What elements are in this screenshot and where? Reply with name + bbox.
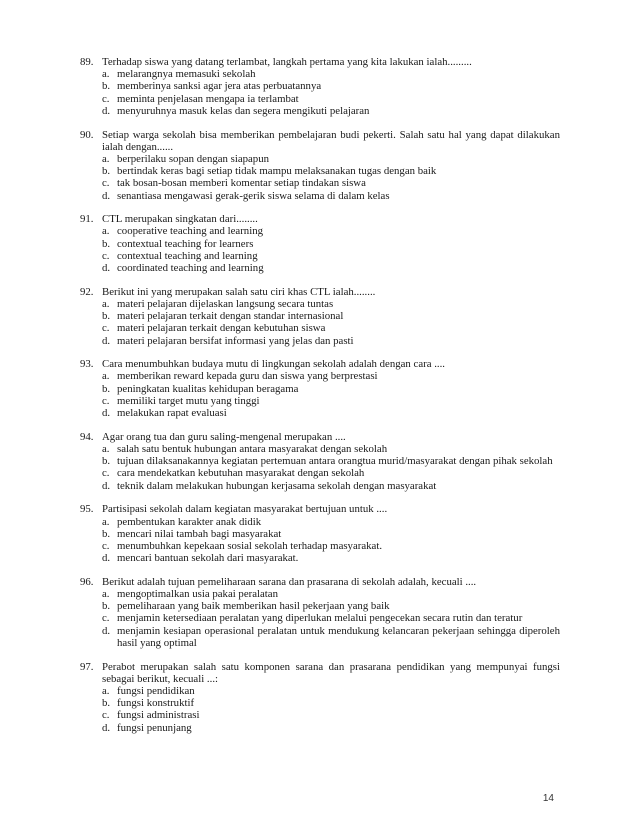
option-letter: d. — [102, 552, 111, 565]
question-number: 96. — [80, 575, 94, 588]
answer-option — [102, 600, 560, 612]
question-stem — [80, 661, 560, 685]
answer-option — [102, 383, 560, 395]
question-stem — [80, 431, 560, 443]
option-letter: d. — [102, 262, 111, 275]
option-letter: b. — [102, 600, 111, 613]
answer-option — [102, 722, 560, 734]
answer-option — [102, 190, 560, 202]
option-text: teknik dalam melakukan hubungan kerjasama sekolah dengan masyarakat — [117, 479, 437, 492]
question-text: Partisipasi sekolah dalam kegiatan masyarakat bertujuan untuk .... — [102, 503, 388, 516]
answer-option — [102, 262, 560, 274]
option-letter: b. — [102, 310, 111, 323]
option-text: senantiasa mengawasi gerak-gerik siswa selama di dalam kelas — [117, 189, 390, 202]
option-letter: a. — [102, 442, 110, 455]
question-stem — [80, 503, 560, 515]
answer-option — [102, 335, 560, 347]
option-text: fungsi konstruktif — [117, 697, 195, 710]
option-text: fungsi pendidikan — [117, 684, 195, 697]
answer-option — [102, 516, 560, 528]
option-text: fungsi penunjang — [117, 721, 192, 734]
option-text: fungsi administrasi — [117, 709, 200, 722]
option-letter: b. — [102, 165, 111, 178]
option-text: materi pelajaran terkait dengan standar internasional — [117, 310, 344, 323]
option-letter: c. — [102, 539, 110, 552]
answer-option — [102, 588, 560, 600]
answer-option — [102, 625, 560, 649]
option-text: meminta penjelasan mengapa ia terlambat — [117, 92, 299, 105]
option-letter: c. — [102, 249, 110, 262]
question-text: Terhadap siswa yang datang terlambat, langkah pertama yang kita lakukan ialah......... — [102, 56, 472, 68]
question-item — [80, 576, 560, 649]
answer-option — [102, 612, 560, 624]
option-letter: a. — [102, 152, 110, 165]
answer-option — [102, 225, 560, 237]
answer-option — [102, 93, 560, 105]
option-letter: d. — [102, 334, 111, 347]
option-text: mencari nilai tambah bagi masyarakat — [117, 527, 282, 540]
option-text: materi pelajaran dijelaskan langsung secara tuntas — [117, 297, 334, 310]
answer-option — [102, 68, 560, 80]
option-list — [102, 443, 560, 492]
answer-option — [102, 443, 560, 455]
answer-option — [102, 407, 560, 419]
option-letter: d. — [102, 721, 111, 734]
option-text: menjamin kesiapan operasional peralatan untuk mendukung kelancaran pekerjaan sehingga diperoleh hasil yang optimal — [117, 624, 560, 649]
option-text: menumbuhkan kepekaan sosial sekolah terhadap masyarakat. — [117, 539, 383, 552]
question-text: Setiap warga sekolah bisa memberikan pembelajaran budi pekerti. Salah satu hal yang dapat dilakukan ialah dengan...... — [102, 128, 560, 153]
option-text: menjamin ketersediaan peralatan yang diperlukan melalui pengecekan secara rutin dan teratur — [117, 612, 523, 625]
option-letter: c. — [102, 92, 110, 105]
answer-option — [102, 80, 560, 92]
option-text: memberikan reward kepada guru dan siswa yang berprestasi — [117, 370, 378, 383]
answer-option — [102, 685, 560, 697]
question-number: 89. — [80, 56, 94, 68]
option-letter: a. — [102, 370, 110, 383]
option-letter: b. — [102, 237, 111, 250]
option-list — [102, 225, 560, 274]
option-letter: a. — [102, 684, 110, 697]
answer-option — [102, 709, 560, 721]
question-stem — [80, 286, 560, 298]
option-text: memiliki target mutu yang tinggi — [117, 394, 260, 407]
option-text: menyuruhnya masuk kelas dan segera mengikuti pelajaran — [117, 104, 370, 117]
answer-option — [102, 322, 560, 334]
option-letter: b. — [102, 455, 111, 468]
answer-option — [102, 480, 560, 492]
question-list — [80, 56, 560, 745]
option-text: tak bosan-bosan memberi komentar setiap tindakan siswa — [117, 177, 366, 190]
option-text: contextual teaching and learning — [117, 249, 258, 262]
option-letter: a. — [102, 588, 110, 601]
question-text: Berikut adalah tujuan pemeliharaan sarana dan prasarana di sekolah adalah, kecuali .... — [102, 575, 477, 588]
option-text: bertindak keras bagi setiap tidak mampu melaksanakan tugas dengan baik — [117, 165, 437, 178]
option-list — [102, 588, 560, 649]
option-text: coordinated teaching and learning — [117, 262, 264, 275]
option-letter: d. — [102, 624, 111, 637]
option-text: salah satu bentuk hubungan antara masyarakat dengan sekolah — [117, 442, 388, 455]
question-item — [80, 431, 560, 492]
answer-option — [102, 105, 560, 117]
option-text: melarangnya memasuki sekolah — [117, 68, 256, 81]
option-text: materi pelajaran terkait dengan kebutuhan siswa — [117, 322, 326, 335]
option-letter: d. — [102, 407, 111, 420]
question-number: 91. — [80, 213, 94, 226]
question-item — [80, 661, 560, 734]
question-stem — [80, 56, 560, 68]
answer-option — [102, 165, 560, 177]
option-text: contextual teaching for learners — [117, 237, 254, 250]
answer-option — [102, 455, 560, 467]
option-letter: b. — [102, 527, 111, 540]
option-letter: c. — [102, 467, 110, 480]
option-letter: d. — [102, 189, 111, 202]
question-item — [80, 358, 560, 419]
option-letter: b. — [102, 697, 111, 710]
option-letter: c. — [102, 612, 110, 625]
option-list — [102, 68, 560, 117]
option-text: materi pelajaran bersifat informasi yang jelas dan pasti — [117, 334, 354, 347]
question-text: Perabot merupakan salah satu komponen sarana dan prasarana pendidikan yang mempunyai fungsi sebagai berikut, kecuali ...: — [102, 660, 560, 685]
question-item — [80, 213, 560, 274]
question-item — [80, 286, 560, 347]
answer-option — [102, 250, 560, 262]
page-number: 14 — [542, 793, 554, 804]
answer-option — [102, 370, 560, 382]
question-number: 97. — [80, 660, 94, 673]
option-text: pemeliharaan yang baik memberikan hasil pekerjaan yang baik — [117, 600, 390, 613]
question-number: 94. — [80, 430, 94, 443]
option-text: tujuan dilaksanakannya kegiatan pertemuan antara orangtua murid/masyarakat dengan pihak sekolah — [117, 455, 553, 468]
option-letter: c. — [102, 709, 110, 722]
answer-option — [102, 238, 560, 250]
question-number: 92. — [80, 285, 94, 298]
option-list — [102, 370, 560, 419]
option-list — [102, 516, 560, 565]
answer-option — [102, 177, 560, 189]
answer-option — [102, 153, 560, 165]
option-letter: a. — [102, 297, 110, 310]
answer-option — [102, 540, 560, 552]
option-letter: a. — [102, 515, 110, 528]
answer-option — [102, 552, 560, 564]
option-letter: b. — [102, 382, 111, 395]
option-text: cara mendekatkan kebutuhan masyarakat dengan sekolah — [117, 467, 365, 480]
option-letter: d. — [102, 104, 111, 117]
question-item — [80, 129, 560, 202]
option-text: mengoptimalkan usia pakai peralatan — [117, 588, 278, 601]
answer-option — [102, 528, 560, 540]
option-letter: a. — [102, 68, 110, 81]
question-stem — [80, 358, 560, 370]
question-text: Cara menumbuhkan budaya mutu di lingkungan sekolah adalah dengan cara .... — [102, 358, 445, 371]
question-item — [80, 56, 560, 117]
option-letter: c. — [102, 177, 110, 190]
option-letter: a. — [102, 225, 110, 238]
option-letter: c. — [102, 322, 110, 335]
answer-option — [102, 310, 560, 322]
option-letter: d. — [102, 479, 111, 492]
question-stem — [80, 576, 560, 588]
question-stem — [80, 129, 560, 153]
question-item — [80, 503, 560, 564]
question-number: 90. — [80, 128, 94, 141]
option-text: peningkatan kualitas kehidupan beragama — [117, 382, 299, 395]
option-text: cooperative teaching and learning — [117, 225, 263, 238]
option-text: melakukan rapat evaluasi — [117, 407, 227, 420]
option-list — [102, 685, 560, 734]
question-stem — [80, 213, 560, 225]
question-text: Agar orang tua dan guru saling-mengenal merupakan .... — [102, 430, 346, 443]
answer-option — [102, 467, 560, 479]
question-number: 95. — [80, 503, 94, 516]
option-text: pembentukan karakter anak didik — [117, 515, 262, 528]
question-text: Berikut ini yang merupakan salah satu ciri khas CTL ialah........ — [102, 285, 376, 298]
option-letter: c. — [102, 394, 110, 407]
option-text: memberinya sanksi agar jera atas perbuatannya — [117, 80, 322, 93]
question-number: 93. — [80, 358, 94, 371]
answer-option — [102, 395, 560, 407]
option-text: berperilaku sopan dengan siapapun — [117, 152, 270, 165]
option-text: mencari bantuan sekolah dari masyarakat. — [117, 552, 299, 565]
question-text: CTL merupakan singkatan dari........ — [102, 213, 258, 226]
answer-option — [102, 697, 560, 709]
answer-option — [102, 298, 560, 310]
option-list — [102, 153, 560, 202]
option-list — [102, 298, 560, 347]
option-letter: b. — [102, 80, 111, 93]
